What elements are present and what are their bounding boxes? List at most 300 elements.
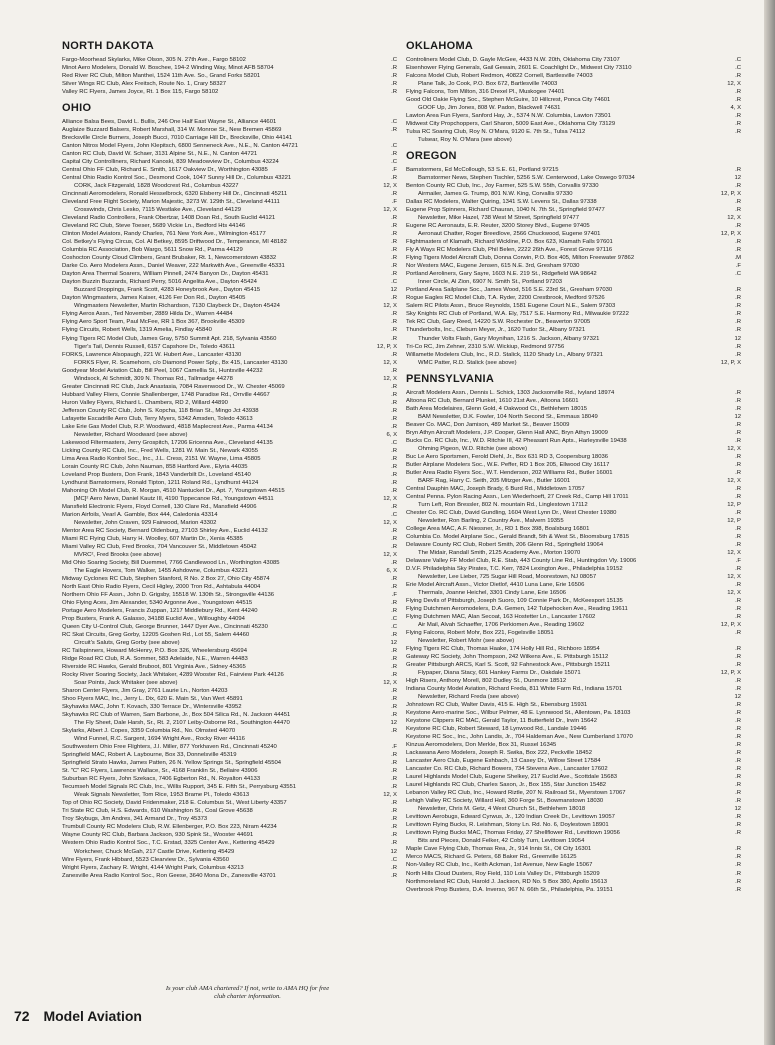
entry-text: Canton RC Club, David W. Schaer, 3131 Alpine St., N.E., N. Canton 44721 <box>62 151 258 158</box>
newsletter-entry <box>406 214 741 222</box>
entry-text: Hubbard Valley Fliers, Connie Shallenberger, 1748 Paradise Rd., Orrville 44667 <box>62 391 270 398</box>
club-entry <box>406 493 741 501</box>
newsletter-entry <box>62 343 397 351</box>
entry-text: Tulsear, Roy N. O'Mara (see above) <box>418 137 512 144</box>
entry-text: Flying Tigers RC Model Club, James Gray, 5750 Summit Apt. 218, Sylvania 43560 <box>62 335 277 342</box>
newsletter-entry <box>62 679 397 687</box>
newsletter-entry <box>406 104 741 112</box>
entry-code: .R <box>391 479 397 486</box>
entry-text: Barnstormers, Ed McCollough, 53 S.E. 61, Portland 97215 <box>406 167 559 174</box>
newsletter-entry <box>406 477 741 485</box>
entry-text: Butler Area Radio Flyers Soc., W.T. Henderson, 202 Williams Rd., Butler 16001 <box>406 469 613 476</box>
entry-text: Lancaster Co. RC Club, Richard Bowers, 734 Stevens Ave., Lancaster 17602 <box>406 766 608 773</box>
newsletter-entry <box>62 519 397 527</box>
club-entry <box>62 56 397 64</box>
club-entry <box>406 821 741 829</box>
club-entry <box>62 623 397 631</box>
entry-text: The Eagle Hovers, Tom Walker, 1455 Ashdowne, Columbus 43221 <box>74 567 248 574</box>
entry-code: .R <box>391 583 397 590</box>
entry-text: Flying Tigers RC Club, Thomas Haake, 174 Holly Hill Rd., Richboro 18954 <box>406 646 600 653</box>
entry-text: Tiger's Tail, Dennis Russell, 6157 Capshore Dr., Toledo 43611 <box>74 343 236 350</box>
entry-code: .R <box>735 734 741 741</box>
entry-text: Mentor Area RC Society, Bernard Oldenburg, 27103 Shirley Ave., Euclid 44132 <box>62 527 268 534</box>
entry-code: .R <box>735 343 741 350</box>
newsletter-entry <box>406 549 741 557</box>
entry-text: Flightmasters of Klamath, Richard Wickline, P.O. Box 623, Klamath Falls 97601 <box>406 239 613 246</box>
entry-code: .C <box>391 439 397 446</box>
entry-text: Thermals, Joanne Heichel, 3301 Cindy Lane, Erie 16506 <box>418 589 567 596</box>
entry-text: Northmoreland RC Club, Harold J. Jackson, RD No. 5 Box 380, Apollo 15613 <box>406 878 608 885</box>
entry-code: .R <box>735 113 741 120</box>
entry-text: Flypaper, Diana Stacy, 601 Hankey Farms Dr., Oakdale 15071 <box>418 670 581 677</box>
club-entry <box>406 829 741 837</box>
entry-text: Ohming Pigeon, W.D. Ritchie (see above) <box>418 445 528 452</box>
club-entry <box>406 461 741 469</box>
newsletter-entry <box>406 517 741 525</box>
entry-code: .R <box>391 231 397 238</box>
club-entry <box>406 845 741 853</box>
entry-code: .R <box>735 870 741 877</box>
page-footer <box>14 1008 142 1024</box>
page-number: 72 <box>14 1008 30 1024</box>
entry-code: .R <box>735 678 741 685</box>
entry-text: Johnstown RC Club, Walter Davis, 415 E. High St., Ebensburg 15931 <box>406 702 588 709</box>
entry-text: Levittown Flying Bucks MAC, Thomas Friday, 27 Shellflower Rd., Levittown 19056 <box>406 830 620 837</box>
club-entry <box>62 823 397 831</box>
club-entry <box>62 351 397 359</box>
newsletter-entry <box>62 848 397 856</box>
entry-text: Delaware Valley FF Model Club, R.E. Stab, 443 County Line Rd., Huntingdon Vly. 19006 <box>406 557 637 564</box>
entry-text: Chester Co. RC Club, David Gundling, 1604 West Lynn Dr., West Chester 19380 <box>406 509 617 516</box>
entry-code: .F <box>735 557 741 564</box>
club-entry <box>62 198 397 206</box>
club-entry <box>406 112 741 120</box>
entry-text: Flying Falcons, Robert Mohr, Box 221, Fogelsville 18051 <box>406 630 554 637</box>
entry-code: .R <box>735 750 741 757</box>
club-entry <box>62 815 397 823</box>
entry-text: Alliance Balsa Bees, David L. Bullis, 246 One Half East Wayne St., Alliance 44601 <box>62 119 277 126</box>
entry-text: Keystone Aero-marine Soc., Wilbur Pelmer, 48 E. Lynnwood St., Allentown, Pa. 18103 <box>406 710 631 717</box>
club-entry <box>62 583 397 591</box>
entry-code: .R <box>735 846 741 853</box>
entry-code: .R <box>735 710 741 717</box>
entry-text: RC Skat Circuits, Greg Gorby, 12205 Goshen Rd., Lot 55, Salem 44460 <box>62 632 250 639</box>
entry-text: Willamette Modelers Club, Inc., R.D. Stalick, 1120 Shady Ln., Albany 97321 <box>406 351 603 358</box>
club-entry <box>62 174 397 182</box>
entry-text: Valley RC Flyers, James Joyce, Rt. 1 Box 115, Fargo 58102 <box>62 89 219 96</box>
state-section <box>406 373 741 894</box>
newsletter-entry <box>62 182 397 190</box>
entry-code: .R <box>735 295 741 302</box>
entry-text: Suburban RC Flyers, John Szekacs, 7406 Egberton Rd., N. Royalton 44133 <box>62 776 261 783</box>
entry-code: .R <box>391 127 397 134</box>
entry-text: Keystone RC Club, Robert Steward, 18 Lynwood Rd., Landale 19446 <box>406 726 587 733</box>
club-entry <box>62 214 397 222</box>
club-entry <box>62 399 397 407</box>
newsletter-entry <box>62 206 397 214</box>
entry-code: 6, X <box>386 431 397 438</box>
entry-code: .R <box>391 872 397 879</box>
entry-text: Miami Valley RC Club, Fred Brooks, 704 Vancouver St., Middletown 45042 <box>62 543 257 550</box>
club-entry <box>406 429 741 437</box>
entry-code: .R <box>391 608 397 615</box>
entry-text: Shoo Flyers MAC, Inc., Jerry L. Dix, 620 E. Main St., Van Wert 45891 <box>62 696 243 703</box>
entry-text: Loveland Prop Busters, Don Frank, 1843 Vanderbilt Dr., Loveland 45140 <box>62 471 251 478</box>
entry-text: Wind Funnel, R.C. Sargent, 1694 Wright Ave., Rocky River 44116 <box>74 736 245 743</box>
entry-text: Central Penna. Pylon Racing Assn., Len Wiederhoeft, 27 Creek Rd., Camp Hill 17011 <box>406 493 629 500</box>
club-entry <box>406 206 741 214</box>
entry-code: .R <box>735 766 741 773</box>
entry-text: Bucks Co. RC Club, Inc., W.D. Ritchie III, 42 Pheasant Run Apts., Harleysville 19438 <box>406 437 627 444</box>
entry-text: Plane Talk, Jo Cook, P.O. Box 672, Bartlesville 74003 <box>418 81 558 88</box>
entry-code: .R <box>735 167 741 174</box>
club-entry <box>406 653 741 661</box>
entry-code: .R <box>391 311 397 318</box>
entry-code: 12, P, X <box>376 343 397 350</box>
club-entry <box>62 463 397 471</box>
entry-code: .R <box>391 223 397 230</box>
entry-text: Mahoning Oh Model Club, R. Morgan, 4510 Nantucket Dr., Apt. 7, Youngstown 44515 <box>62 487 285 494</box>
entry-code: .R <box>735 461 741 468</box>
club-entry <box>62 703 397 711</box>
state-section <box>406 40 741 144</box>
newsletter-entry <box>406 80 741 88</box>
club-entry <box>62 807 397 815</box>
club-entry <box>406 64 741 72</box>
entry-code: .R <box>735 485 741 492</box>
club-entry <box>62 711 397 719</box>
entry-text: Central Dauphin MAC, Joseph Brady, 6 Burd Rd., Middletown 17057 <box>406 485 585 492</box>
entry-text: Flying Circuits, Robert Wells, 1319 Amelia, Findlay 45840 <box>62 327 212 334</box>
club-entry <box>62 575 397 583</box>
newsletter-entry <box>62 302 397 310</box>
entry-code: .R <box>391 391 397 398</box>
club-entry <box>62 631 397 639</box>
entry-code: 4, X <box>730 105 741 112</box>
entry-code: .F <box>735 263 741 270</box>
left-column <box>62 40 397 886</box>
club-entry <box>62 254 397 262</box>
entry-text: Portland Area Sailplane Soc., James Wood, 516 S.E. 23rd St., Gresham 97030 <box>406 287 613 294</box>
club-entry <box>62 599 397 607</box>
entry-text: Skyhawks MAC, John T. Kovach, 330 Terrace Dr., Wintersville 43952 <box>62 704 242 711</box>
entry-text: GOOF Up, Jim Jones, 808 W. Padon, Blackwell 74631 <box>418 105 561 112</box>
entry-code: .R <box>735 878 741 885</box>
entry-code: .R <box>391 776 397 783</box>
club-entry <box>62 695 397 703</box>
entry-text: Licking County RC Club, Inc., Fred Wells, 1281 W. Main St., Newark 43055 <box>62 447 259 454</box>
entry-code: 12, X <box>383 551 397 558</box>
entry-text: Overbrook Prop Busters, D.A. Inverso, 967 N. 66th St., Philadelphia, Pa. 19151 <box>406 886 613 893</box>
entry-code: .R <box>735 207 741 214</box>
newsletter-entry <box>62 735 397 743</box>
club-entry <box>406 789 741 797</box>
entry-code: .C <box>391 143 397 150</box>
entry-code: .R <box>735 718 741 725</box>
entry-code: .R <box>391 784 397 791</box>
state-heading: OHIO <box>62 102 92 115</box>
entry-text: Flying Tigers Model Aircraft Club, Donna Corwin, P.O. Box 405, Milton Freewater 97862 <box>406 255 635 262</box>
entry-text: Laurel Highlands Model Club, Eugene Shelkey, 217 Euclid Ave., Scottdale 15683 <box>406 774 618 781</box>
club-entry <box>406 685 741 693</box>
club-entry <box>62 839 397 847</box>
state-section <box>62 40 397 96</box>
entry-code: .R <box>735 565 741 572</box>
entry-code: .C <box>391 57 397 63</box>
entry-code: .R <box>735 509 741 516</box>
entry-code <box>395 134 397 142</box>
club-entry <box>406 246 741 254</box>
club-entry <box>62 118 397 126</box>
entry-code: .R <box>391 351 397 358</box>
entry-text: Rogue Eagles RC Model Club, T.A. Ryder, 2200 Crestbrook, Medford 97526 <box>406 295 605 302</box>
entry-text: Southwestern Ohio Free Flighters, J.I. Miller, 877 Yorkhaven Rd., Cincinnati 45240 <box>62 744 277 751</box>
club-entry <box>62 126 397 134</box>
entry-text: Controliners Model Club, D. Gayle McGee, 4433 N.W. 20th, Oklahoma City 73107 <box>406 57 620 63</box>
club-entry <box>406 781 741 789</box>
entry-text: Inner Circle, Al Zion, 6907 N. Smith St., Portland 97203 <box>418 279 563 286</box>
entry-text: Cleveland RC Club, Steve Toeser, 5689 Vickie Ln., Bedford Hts 44146 <box>62 223 246 230</box>
club-entry <box>62 783 397 791</box>
club-entry <box>62 447 397 455</box>
entry-code: 6, X <box>386 567 397 574</box>
entry-text: Portland Aeroliners, Gary Sayre, 1603 N.E. 219 St., Ridgefield WA 98642 <box>406 271 597 278</box>
entry-code: 12, X <box>383 183 397 190</box>
club-entry <box>406 120 741 128</box>
club-entry <box>406 286 741 294</box>
entry-code: .R <box>391 712 397 719</box>
entry-code: .R <box>735 686 741 693</box>
club-entry <box>406 88 741 96</box>
entry-text: The Fly Sheet, Dale Harsh, Sr., Rt. 2, 2107 Leiby-Osborne Rd., Southington 44470 <box>74 720 290 727</box>
entry-code: .R <box>735 862 741 869</box>
entry-text: Newsletter, John Craven, 929 Fairwood, Marion 43302 <box>74 519 217 526</box>
state-heading: PENNSYLVANIA <box>406 372 495 385</box>
club-entry <box>406 509 741 517</box>
entry-code: .R <box>391 455 397 462</box>
entry-code: .R <box>735 121 741 128</box>
entry-code: 12 <box>390 287 397 294</box>
club-entry <box>62 230 397 238</box>
club-entry <box>62 671 397 679</box>
club-entry <box>406 453 741 461</box>
entry-code: .R <box>391 487 397 494</box>
entry-text: Circuit's Saluts, Greg Gorby (see above) <box>74 640 180 647</box>
entry-text: Benton County RC Club, Inc., Joy Farmer, 525 S.W. 55th, Corvallis 97330 <box>406 183 599 190</box>
entry-text: Central Ohio FF Club, Richard E. Smith, 1617 Oakview Dr., Worthington 43085 <box>62 167 268 174</box>
club-entry <box>62 278 397 286</box>
entry-code: 12 <box>734 694 741 701</box>
entry-text: Buc Le Aero Sportsmen, Ferold Diehl, Jr., Box 631 RD 3, Coopersburg 18036 <box>406 453 609 460</box>
club-entry <box>406 72 741 80</box>
entry-text: Mid Ohio Soaring Society, Bill Duemmel, 7766 Candlewood Ln., Worthington 43085 <box>62 559 280 566</box>
entry-code: 12, X <box>727 549 741 556</box>
entry-text: Fly A Ways RC Modelers Club, Phil Belen, 2222 26th Ave., Forest Grove 97116 <box>406 247 613 254</box>
club-entry <box>406 717 741 725</box>
entry-code: .R <box>391 648 397 655</box>
entry-text: Flying Devils of Pittsburgh, Joseph Suoro, 109 Connie Park Dr., McKeesport 15135 <box>406 597 623 604</box>
entry-text: Midwest City Propchoppers, Carl Sharon, 5009 East Ave., Oklahoma City 73129 <box>406 121 616 128</box>
state-heading: OKLAHOMA <box>406 40 474 52</box>
entry-code: .R <box>391 808 397 815</box>
newsletter-entry <box>62 639 397 647</box>
entry-text: Ohio Flying Aces, Jim Alexander, 5340 Argonne Ave., Youngstown 44515 <box>62 600 253 607</box>
club-entry <box>62 326 397 334</box>
entry-text: Air Mail, Alvah Schaeffer, 1706 Perkiomen Ave., Reading 19602 <box>418 622 585 629</box>
entry-text: Workcheer, Chuck McGah, 217 Castle Drive, Kettering 45429 <box>74 848 235 855</box>
state-heading: NORTH DAKOTA <box>62 40 154 52</box>
entry-text: Lafayette Escadrille Aero Club, Terry Myers, 5342 Amsden, Toledo 43613 <box>62 415 253 422</box>
club-entry <box>62 88 397 96</box>
newsletter-entry <box>406 413 741 421</box>
entry-code: .R <box>735 73 741 80</box>
entry-code: 12, P, X <box>720 359 741 366</box>
entry-code: .R <box>391 463 397 470</box>
entry-text: Queen City U-Control Club, George Brunner, 1447 Dyer Ave., Cincinnati 45230 <box>62 624 268 631</box>
club-entry <box>406 597 741 605</box>
entry-code: .R <box>391 471 397 478</box>
club-entry <box>406 294 741 302</box>
club-entry <box>406 701 741 709</box>
entry-code: .R <box>735 525 741 532</box>
entry-code: .R <box>735 405 741 412</box>
club-entry <box>62 775 397 783</box>
entry-code: .R <box>735 662 741 669</box>
entry-code: .R <box>391 535 397 542</box>
entry-text: Springfield MAC, Robert A. Laybourne, Box 33, Donnelsville 45319 <box>62 752 237 759</box>
club-entry <box>62 767 397 775</box>
newsletter-entry <box>62 495 397 503</box>
entry-text: Newsletter, Mike Hazel, 738 West M Street, Springfield 97477 <box>418 215 579 222</box>
entry-text: Falcons Model Club, Robert Redmon, 40822 Cornell, Bartlesville 74003 <box>406 73 593 80</box>
entry-text: Indiana County Model Aviation, Richard Freda, 811 White Farm Rd., Indiana 15701 <box>406 686 623 693</box>
entry-code: .R <box>391 824 397 831</box>
entry-text: Coshocton County Cloud Climbers, Grant Brubaker, Rt. 1, Newcomerstown 43832 <box>62 255 277 262</box>
entry-code <box>739 136 741 144</box>
entry-code: 12, X <box>727 215 741 222</box>
entry-code: .R <box>735 89 741 96</box>
entry-text: Greater Cincinnati RC Club, Jack Anastasia, 7084 Ravenwood Dr., W. Chester 45069 <box>62 383 285 390</box>
club-entry <box>62 872 397 880</box>
entry-text: Capital City Controlliners, Richard Kanoski, 839 Meadowview Dr., Columbus 43224 <box>62 159 279 166</box>
newsletter-entry <box>62 791 397 799</box>
entry-text: Flying Aero Sport Team, Paul McFee, RR 1 Box 367, Brookville 45309 <box>62 319 245 326</box>
entry-code: .R <box>735 597 741 604</box>
entry-text: Good Old Oakie Flying Soc., Stephen McGuire, 10 Hillcrest, Ponca City 74601 <box>406 97 611 104</box>
entry-code: 12, P, X <box>720 670 741 677</box>
entry-text: Newsletter, Chris M. Getz, 4 West Church St., Bethlehem 18018 <box>418 806 586 813</box>
entry-text: Goodyear Model Aviation Club, Bill Peel, 1067 Camellia St., Huntsville 44232 <box>62 367 263 374</box>
entry-code <box>739 278 741 286</box>
entry-code: .R <box>391 383 397 390</box>
club-entry <box>406 397 741 405</box>
entry-text: Columbia RC Association, Bob Wargo, 5611 Snow Rd., Parma 44129 <box>62 247 243 254</box>
entry-code <box>395 735 397 743</box>
entry-code: .C <box>391 856 397 863</box>
entry-text: D.V.F. Philadelphia Sky Pirates, T.C. Kerr, 7824 Lexington Ave., Philadelphia 19152 <box>406 565 623 572</box>
entry-code: .R <box>391 175 397 182</box>
entry-text: Prop Busters, Frank A. Galasso, 34188 Euclid Ave., Willoughby 44094 <box>62 616 245 623</box>
club-entry <box>406 629 741 637</box>
entry-text: Turn Left, Ron Bressler, 802 N. mountain Rd., Linglestown 17112 <box>418 501 588 508</box>
entry-text: Tri State RC Club, H.S. Edwards, 610 Washington St., Coal Grove 45638 <box>62 808 253 815</box>
newsletter-entry <box>406 136 741 144</box>
club-entry <box>406 302 741 310</box>
entry-code: .R <box>735 389 741 396</box>
entry-code: .R <box>391 543 397 550</box>
entry-code: 12 <box>734 335 741 342</box>
entry-code: .R <box>735 798 741 805</box>
entry-code: 12 <box>390 720 397 727</box>
club-entry <box>62 864 397 872</box>
entry-code: 12, P, X <box>720 622 741 629</box>
entry-code: .R <box>391 696 397 703</box>
entry-text: Marion Airfoils, Vearl A. Gamble, Box 444, Caledonia 43314 <box>62 511 218 518</box>
entry-text: Aeronaut Chatter, Roger Breedlove, 2566 Chuckwood, Eugene 97401 <box>418 231 601 238</box>
entry-text: Canton Nitros Model Flyers, John Klepitsch, 6800 Senneneck Ave., N.E., N. Canton 44721 <box>62 143 298 150</box>
club-entry <box>406 725 741 733</box>
entry-text: Dayton Buzzin Buzzards, Richard Perry, 5016 Angelita Ave., Dayton 45424 <box>62 279 257 286</box>
club-entry <box>406 605 741 613</box>
entry-code: .C <box>391 511 397 518</box>
entry-text: Keystone Clippers RC MAC, Gerald Taylor, 11 Butterfield Dr., Irwin 15642 <box>406 718 597 725</box>
club-entry <box>406 96 741 104</box>
entry-text: Newsletter, Richard Woodward (see above) <box>74 431 188 438</box>
entry-code: .R <box>391 151 397 158</box>
entry-text: RC Tailspinners, Howard McHenry, P.O. Box 326, Wheelersburg 45694 <box>62 648 247 655</box>
entry-text: Midway Cyclones RC Club, Stephen Stanford, R No. 2 Box 27, Ohio City 45874 <box>62 575 270 582</box>
club-entry <box>62 439 397 447</box>
club-entry <box>62 487 397 495</box>
newsletter-entry <box>406 837 741 845</box>
entry-text: Lorain County RC Club, John Nauman, 858 Hartford Ave., Elyria 44035 <box>62 463 248 470</box>
entry-text: North Hills Cloud Dusters, Roy Field, 110 Lois Valley Dr., Pittsburgh 15209 <box>406 870 600 877</box>
club-entry <box>62 511 397 519</box>
entry-code: .R <box>735 97 741 104</box>
club-entry <box>62 743 397 751</box>
entry-text: Tek RC Club, Gary Reed, 14220 S.W. Rochester Dr., Beaverton 97005 <box>406 319 591 326</box>
entry-text: Flying Falcons, Tom Milton, 316 Drexel Pl., Muskogee 74401 <box>406 89 565 96</box>
entry-code: .C <box>391 159 397 166</box>
club-entry <box>62 591 397 599</box>
entry-code: .R <box>391 81 397 88</box>
entry-code: .R <box>735 247 741 254</box>
club-entry <box>62 262 397 270</box>
entry-code: .R <box>391 864 397 871</box>
entry-text: Sharon Center Flyers, Jim Gray, 2761 Laurie Ln., Norton 44203 <box>62 688 228 695</box>
entry-code: .R <box>391 327 397 334</box>
entry-code: .R <box>391 527 397 534</box>
club-entry <box>406 182 741 190</box>
entry-text: Eisenhower Flying Generals, Gail Gewain, 2601 E. Coachlight Dr., Midwest City 73110 <box>406 65 632 72</box>
newsletter-entry <box>406 573 741 581</box>
club-entry <box>406 128 741 136</box>
club-entry <box>62 222 397 230</box>
entry-text: High Risers, Anthony Morell, 802 Dudley St., Dunmore 18512 <box>406 678 567 685</box>
club-entry <box>406 437 741 445</box>
entry-text: Keystone RC Soc., Inc., John Landis, Jr., 704 Haldeman Ave., New Cumberland 17070 <box>406 734 633 741</box>
entry-text: Red River RC Club, Milton Manthei, 1524 11th Ave. So., Grand Forks 58201 <box>62 73 261 80</box>
entry-code: 12, X <box>383 359 397 366</box>
entry-code: .R <box>391 263 397 270</box>
entry-text: Thunder Volts Flash, Gary Moynihan, 1216 S. Jackson, Albany 97321 <box>418 335 600 342</box>
club-entry <box>62 479 397 487</box>
entry-code: .R <box>391 319 397 326</box>
club-entry <box>406 557 741 565</box>
entry-text: Mansfield Electronic Flyers, Floyd Cornell, 130 Clare Rd., Mansfield 44906 <box>62 503 257 510</box>
entry-code: .R <box>735 605 741 612</box>
club-entry <box>406 661 741 669</box>
